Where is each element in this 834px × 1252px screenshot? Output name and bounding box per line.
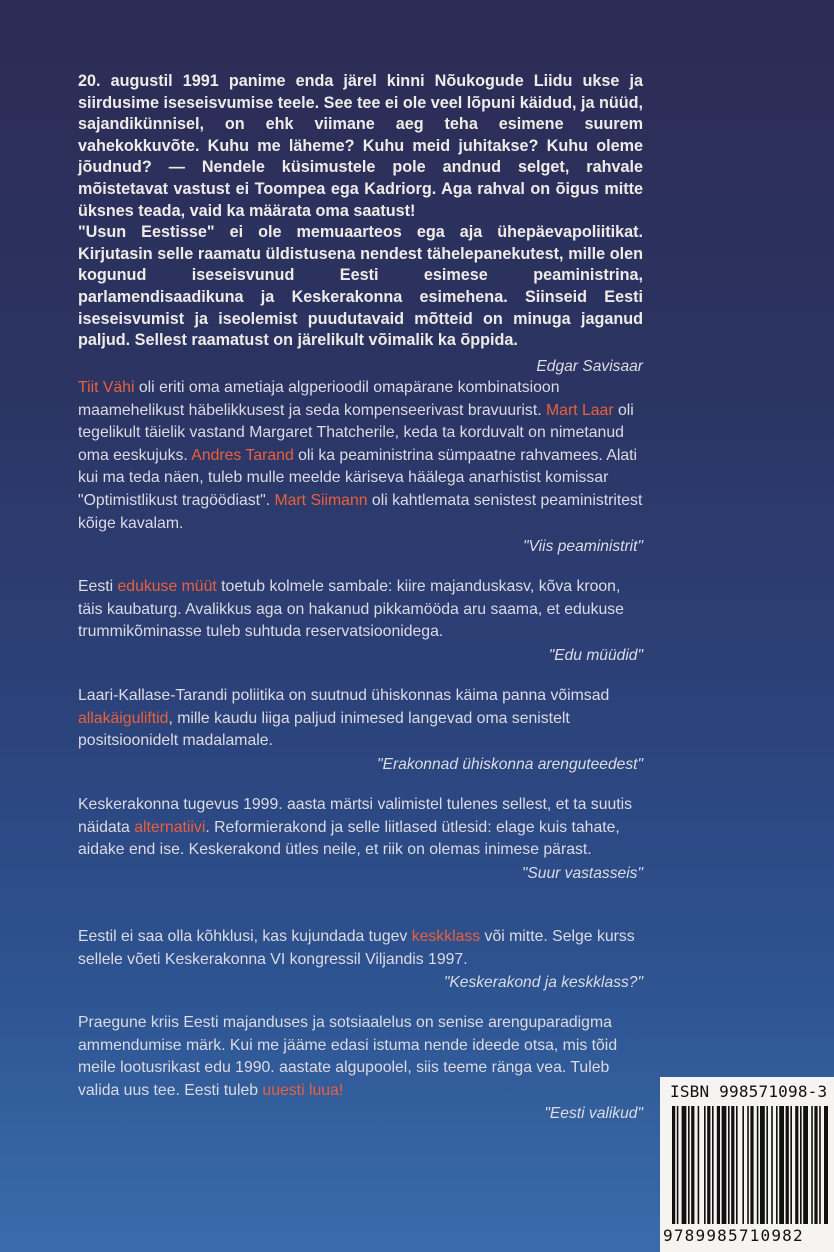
intro-paragraph-1: 20. augustil 1991 panime enda järel kinni Nõukogude Liidu ukse ja siirdusime iseseisvumise teele. See tee ei ole veel lõpuni käidud, ja nüüd, sajandikünnisel, on ehk viimane aeg teha esimene suurem vahekokkuvõte. Kuhu me läheme? Kuhu meid juhitakse? Kuhu oleme jõudnud? — Nendele küsimustele pole andnud selget, rahvale mõistetavat vastust ei Toompea ega Kadriorg. Aga rahval on õigus mitte üksnes teada, vaid ka määrata oma saatust! (78, 72, 643, 220)
intro-paragraph-2: "Usun Eestisse" ei ole memuaarteos ega aja ühepäevapoliitikat. Kirjutasin selle raamatu üldistusena nendest tähelepanekutest, mille olen kogunud iseseisvunud Eesti esimese peaministrina, parlamendisaadikuna ja Keskerakonna esimehena. Siinseid Eesti iseseisvumist ja iseolemist puudutavaid mõtteid on minuga jaganud paljud. Sellest raamatust on järelikult võimalik ka õppida. (78, 223, 643, 350)
isbn-number: ISBN 998571098-3 (670, 1082, 828, 1101)
author-signature: Edgar Savisaar (536, 357, 643, 375)
highlight: Tiit Vähi (78, 379, 135, 396)
excerpt-source: "Eesti valikud" (544, 1105, 643, 1123)
highlight: Mart Laar (546, 401, 614, 419)
excerpt-text: Laari-Kallase-Tarandi poliitika on suutnud ühiskonnas käima panna võimsad allakäiguliftid, mille kaudu liiga paljud inimesed langevad oma senistelt positsioonidelt madalamale. (78, 687, 610, 750)
excerpt-1 (78, 377, 643, 556)
excerpt-6 (78, 1012, 643, 1123)
highlight: allakäiguliftid (78, 709, 169, 727)
excerpt-source: "Edu müüdid" (548, 646, 643, 664)
highlight: uuesti luua! (262, 1081, 344, 1099)
excerpt-text: Tiit Vähi oli eriti oma ametiaja algperioodil omapärane kombinatsioon maamehelikust häbelikkusest ja seda kompenseerivast bravuurist. Mart Laar oli tegelikult täielik vastand Margaret Thatcherile, keda ta korduvalt on nimetanud oma eeskujuks. Andres Tarand oli ka peaministrina sümpaatne rahvamees. Alati kui ma teda näen, tuleb mulle meelde käriseva häälega anarhistist komissar "Optimistlikust tragöödiast". Mart Siimann oli kahtlemata senistest peaministritest kõige kavalam. (78, 379, 643, 532)
excerpt-text: Keskerakonna tugevus 1999. aasta märtsi valimistel tulenes sellest, et ta suutis näidata alternatiivi. Reformierakond ja selle liitlased ütlesid: elage kuis tahate, aidake end ise. Keskerakond ütles neile, et riik on olemas inimese pärast. (78, 796, 633, 859)
excerpt-text: Praegune kriis Eesti majanduses ja sotsiaalelus on senise arenguparadigma ammendumise märk. Kui me jääme edasi istuma nende ideede otsa, mis tõid meile lootusrikast edu 1990. aastate algupoolel, siis teeme ränga vea. Tuleb valida uus tee. Eesti tuleb uuesti luua! (78, 1014, 618, 1099)
barcode-graphic (672, 1106, 828, 1224)
excerpt-text: Eesti edukuse müüt toetub kolmele sambale: kiire majanduskasv, kõva kroon, täis kaubaturg. Avalikkus aga on hakanud pikkamööda aru saama, et edukuse trummikõminasse tuleb suhtuda reservatsioonidega. (78, 578, 624, 641)
excerpt-2 (78, 576, 643, 665)
excerpt-3 (78, 685, 643, 774)
highlight: Andres Tarand (191, 446, 294, 464)
excerpt-5 (78, 926, 643, 992)
excerpt-source: "Viis peaministrit" (523, 538, 643, 556)
highlight: keskklass (411, 928, 481, 945)
highlight: edukuse müüt (117, 578, 217, 595)
barcode-digits: 9789985710982 (663, 1226, 804, 1245)
intro-text (78, 71, 643, 376)
excerpt-4 (78, 794, 643, 883)
highlight: alternatiivi (134, 818, 206, 836)
excerpt-source: "Keskerakond ja keskklass?" (443, 974, 643, 992)
excerpt-source: "Erakonnad ühiskonna arenguteedest" (377, 755, 643, 773)
excerpt-text: Eestil ei saa olla kõhklusi, kas kujundada tugev keskklass või mitte. Selge kurss sellele võeti Keskerakonna VI kongressil Viljandis 1997. (78, 928, 635, 968)
excerpt-source: "Suur vastasseis" (521, 864, 643, 882)
highlight: Mart Siimann (274, 491, 368, 509)
